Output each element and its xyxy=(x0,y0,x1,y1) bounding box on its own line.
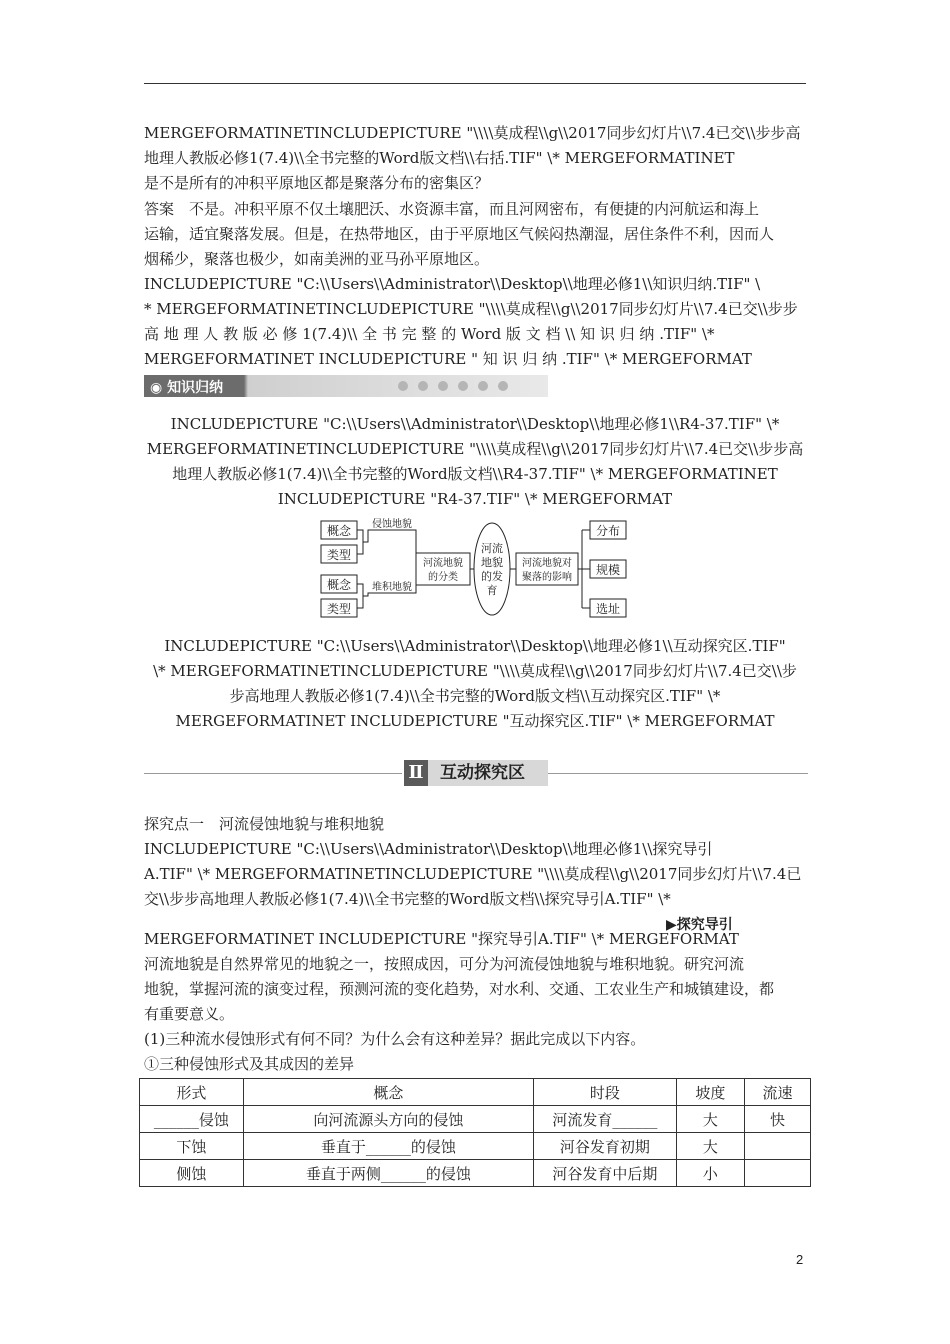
paragraph-line: 有重要意义。 xyxy=(144,1005,235,1023)
text-line: 地理人教版必修1(7.4)\\全书完整的Word版文档\\右括.TIF" \* MERGEFORMATINET xyxy=(144,149,735,167)
table-header: 概念 xyxy=(243,1079,533,1106)
table-header-row xyxy=(140,1079,811,1106)
table-cell: 垂直于两侧______的侵蚀 xyxy=(243,1160,533,1187)
node-concept: 概念 xyxy=(326,578,352,592)
text-line: * MERGEFORMATINETINCLUDEPICTURE "\\\\莫成程\\g\\2017同步幻灯片\\7.4已交\\步步 xyxy=(144,300,798,318)
node-center: 育 xyxy=(486,584,498,597)
node-site: 选址 xyxy=(595,602,621,616)
banner-label: ◉ 知识归纳 xyxy=(150,380,224,396)
node-scale: 规模 xyxy=(595,563,621,577)
node-classify: 的分类 xyxy=(428,572,458,583)
table-cell: 河流发育______ xyxy=(533,1106,676,1133)
node-impact: 河流地貌对 xyxy=(522,558,572,569)
table-cell: 向河流源头方向的侵蚀 xyxy=(243,1106,533,1133)
table-cell: 快 xyxy=(744,1106,810,1133)
table-cell: 河谷发育中后期 xyxy=(533,1160,676,1187)
concept-map-diagram xyxy=(318,518,632,622)
answer-text: 运输，适宜聚落发展。但是，在热带地区，由于平原地区气候闷热潮湿，居住条件不利，因而人 xyxy=(144,225,775,243)
dot-icon xyxy=(458,381,468,391)
node-center: 河流 xyxy=(481,542,503,555)
table-caption: ①三种侵蚀形式及其成因的差异 xyxy=(144,1055,355,1073)
text-line: INCLUDEPICTURE "C:\\Users\\Administrator\\Desktop\\地理必修1\\知识归纳.TIF" \ xyxy=(144,275,761,293)
table-cell xyxy=(744,1160,810,1187)
table-cell: 河谷发育初期 xyxy=(533,1133,676,1160)
table-cell: 大 xyxy=(676,1133,744,1160)
node-erosion: 侵蚀地貌 xyxy=(372,519,412,530)
paragraph-line: 河流地貌是自然界常见的地貌之一，按照成因，可分为河流侵蚀地貌与堆积地貌。研究河流 xyxy=(144,955,745,973)
paragraph-line: 地貌，掌握河流的演变过程，预测河流的变化趋势，对水利、交通、工农业生产和城镇建设，都 xyxy=(144,980,775,998)
table-cell: 垂直于______的侵蚀 xyxy=(243,1133,533,1160)
text-line: INCLUDEPICTURE "C:\\Users\\Administrator\\Desktop\\地理必修1\\R4-37.TIF" \* xyxy=(170,415,780,433)
node-classify: 河流地貌 xyxy=(423,558,463,569)
text-line: MERGEFORMATINET INCLUDEPICTURE "探究导引A.TIF" \* MERGEFORMAT xyxy=(144,930,739,948)
table-cell: 下蚀 xyxy=(140,1133,244,1160)
text-line: 地理人教版必修1(7.4)\\全书完整的Word版文档\\R4-37.TIF" \* MERGEFORMATINET xyxy=(172,465,778,483)
text-line: MERGEFORMATINETINCLUDEPICTURE "\\\\莫成程\\g\\2017同步幻灯片\\7.4已交\\步步高 xyxy=(146,440,804,458)
answer-text: 答案 不是。冲积平原不仅土壤肥沃、水资源丰富，而且河网密布，有便捷的内河航运和海上 xyxy=(144,200,760,218)
guide-label: ▶探究导引 xyxy=(666,917,733,933)
table-cell: ______侵蚀 xyxy=(140,1106,244,1133)
question-text: 是不是所有的冲积平原地区都是聚落分布的密集区？ xyxy=(144,174,490,192)
section-title: 互动探究区 xyxy=(428,760,548,786)
table-header: 形式 xyxy=(140,1079,244,1106)
section-rule xyxy=(548,773,808,774)
node-type: 类型 xyxy=(326,602,352,616)
dot-icon xyxy=(498,381,508,391)
subsection-title: 探究点一 河流侵蚀地貌与堆积地貌 xyxy=(144,815,385,833)
table-header: 流速 xyxy=(744,1079,810,1106)
table-row xyxy=(140,1160,811,1187)
node-deposit: 堆积地貌 xyxy=(372,582,412,593)
page-number: 2 xyxy=(796,1252,804,1267)
dot-icon xyxy=(398,381,408,391)
answer-text: 烟稀少，聚落也极少，如南美洲的亚马孙平原地区。 xyxy=(144,250,490,268)
section-number: Ⅱ xyxy=(404,760,428,786)
dot-icon xyxy=(438,381,448,391)
text-line: A.TIF" \* MERGEFORMATINETINCLUDEPICTURE "\\\\莫成程\\g\\2017同步幻灯片\\7.4已 xyxy=(144,865,802,883)
table-row xyxy=(140,1133,811,1160)
table-cell: 小 xyxy=(676,1160,744,1187)
node-center: 的发 xyxy=(481,570,503,583)
header-rule xyxy=(144,83,806,84)
table-cell: 大 xyxy=(676,1106,744,1133)
node-center: 地貌 xyxy=(481,556,503,569)
text-line: INCLUDEPICTURE "C:\\Users\\Administrator\\Desktop\\地理必修1\\互动探究区.TIF" xyxy=(164,637,786,655)
table-header: 坡度 xyxy=(676,1079,744,1106)
knowledge-summary-banner xyxy=(144,375,548,397)
table-cell xyxy=(744,1133,810,1160)
text-line: MERGEFORMATINETINCLUDEPICTURE "\\\\莫成程\\g\\2017同步幻灯片\\7.4已交\\步步高 xyxy=(144,124,801,142)
node-concept: 概念 xyxy=(326,524,352,538)
dot-icon xyxy=(478,381,488,391)
node-type: 类型 xyxy=(326,548,352,562)
text-line: INCLUDEPICTURE "R4-37.TIF" \* MERGEFORMAT xyxy=(277,490,673,508)
dot-icon xyxy=(418,381,428,391)
question-line: (1)三种流水侵蚀形式有何不同？为什么会有这种差异？据此完成以下内容。 xyxy=(144,1030,646,1048)
text-line: 高 地 理 人 教 版 必 修 1(7.4)\\ 全 书 完 整 的 Word 版 文 档 \\ 知 识 归 纳 .TIF" \* xyxy=(144,325,715,343)
node-impact: 聚落的影响 xyxy=(522,572,572,583)
table-cell: 侧蚀 xyxy=(140,1160,244,1187)
erosion-table xyxy=(139,1078,811,1187)
node-distribution: 分布 xyxy=(595,524,621,538)
text-line: INCLUDEPICTURE "C:\\Users\\Administrator\\Desktop\\地理必修1\\探究导引 xyxy=(144,840,713,858)
text-line: \* MERGEFORMATINETINCLUDEPICTURE "\\\\莫成程\\g\\2017同步幻灯片\\7.4已交\\步 xyxy=(153,662,797,680)
table-row xyxy=(140,1106,811,1133)
text-line: 交\\步步高地理人教版必修1(7.4)\\全书完整的Word版文档\\探究导引A.TIF" \* xyxy=(144,890,671,908)
section-rule xyxy=(144,773,402,774)
text-line: 步高地理人教版必修1(7.4)\\全书完整的Word版文档\\互动探究区.TIF" \* xyxy=(229,687,721,705)
text-line: MERGEFORMATINET INCLUDEPICTURE " 知 识 归 纳 .TIF" \* MERGEFORMAT xyxy=(144,350,752,368)
table-header: 时段 xyxy=(533,1079,676,1106)
text-line: MERGEFORMATINET INCLUDEPICTURE "互动探究区.TIF" \* MERGEFORMAT xyxy=(175,712,775,730)
